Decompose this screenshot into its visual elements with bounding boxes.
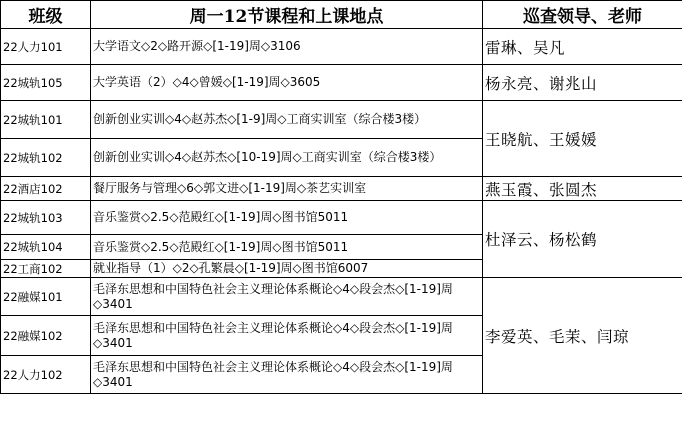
class-cell: 22城轨103 [1,201,91,235]
leaders-cell: 王晓航、王媛媛 [483,101,682,177]
table-row [1,65,682,101]
leaders-cell: 杨永亮、谢兆山 [483,65,682,101]
class-cell: 22人力101 [1,29,91,65]
course-cell: 创新创业实训◇4◇赵苏杰◇[1-9]周◇工商实训室（综合楼3楼） [91,101,483,139]
class-cell: 22城轨104 [1,235,91,260]
leaders-cell: 杜泽云、杨松鹤 [483,201,682,278]
leaders-cell: 李爱英、毛茉、闫琼 [483,278,682,394]
course-cell: 大学英语（2）◇4◇曾媛◇[1-19]周◇3605 [91,65,483,101]
class-cell: 22工商102 [1,260,91,278]
class-cell: 22融媒101 [1,278,91,316]
class-cell: 22城轨102 [1,139,91,177]
header-row [1,1,682,29]
table-row [1,29,682,65]
header-leaders: 巡查领导、老师 [483,1,682,29]
table-row [1,278,682,316]
table-row [1,101,682,139]
header-class: 班级 [1,1,91,29]
course-cell: 就业指导（1）◇2◇孔繁晨◇[1-19]周◇图书馆6007 [91,260,483,278]
course-cell: 大学语文◇2◇路开源◇[1-19]周◇3106 [91,29,483,65]
leaders-cell: 燕玉霞、张圆杰 [483,177,682,201]
course-cell: 餐厅服务与管理◇6◇郭文进◇[1-19]周◇茶艺实训室 [91,177,483,201]
class-cell: 22融媒102 [1,316,91,356]
class-cell: 22酒店102 [1,177,91,201]
leaders-cell: 雷琳、吴凡 [483,29,682,65]
class-cell: 22城轨105 [1,65,91,101]
course-cell: 创新创业实训◇4◇赵苏杰◇[10-19]周◇工商实训室（综合楼3楼） [91,139,483,177]
course-cell: 毛泽东思想和中国特色社会主义理论体系概论◇4◇段会杰◇[1-19]周◇3401 [91,356,483,394]
course-cell: 音乐鉴赏◇2.5◇范殿红◇[1-19]周◇图书馆5011 [91,201,483,235]
class-cell: 22城轨101 [1,101,91,139]
course-cell: 毛泽东思想和中国特色社会主义理论体系概论◇4◇段会杰◇[1-19]周◇3401 [91,278,483,316]
table-row [1,177,682,201]
header-course: 周一12节课程和上课地点 [91,1,483,29]
table-row [1,201,682,235]
course-cell: 音乐鉴赏◇2.5◇范殿红◇[1-19]周◇图书馆5011 [91,235,483,260]
class-cell: 22人力102 [1,356,91,394]
course-cell: 毛泽东思想和中国特色社会主义理论体系概论◇4◇段会杰◇[1-19]周◇3401 [91,316,483,356]
